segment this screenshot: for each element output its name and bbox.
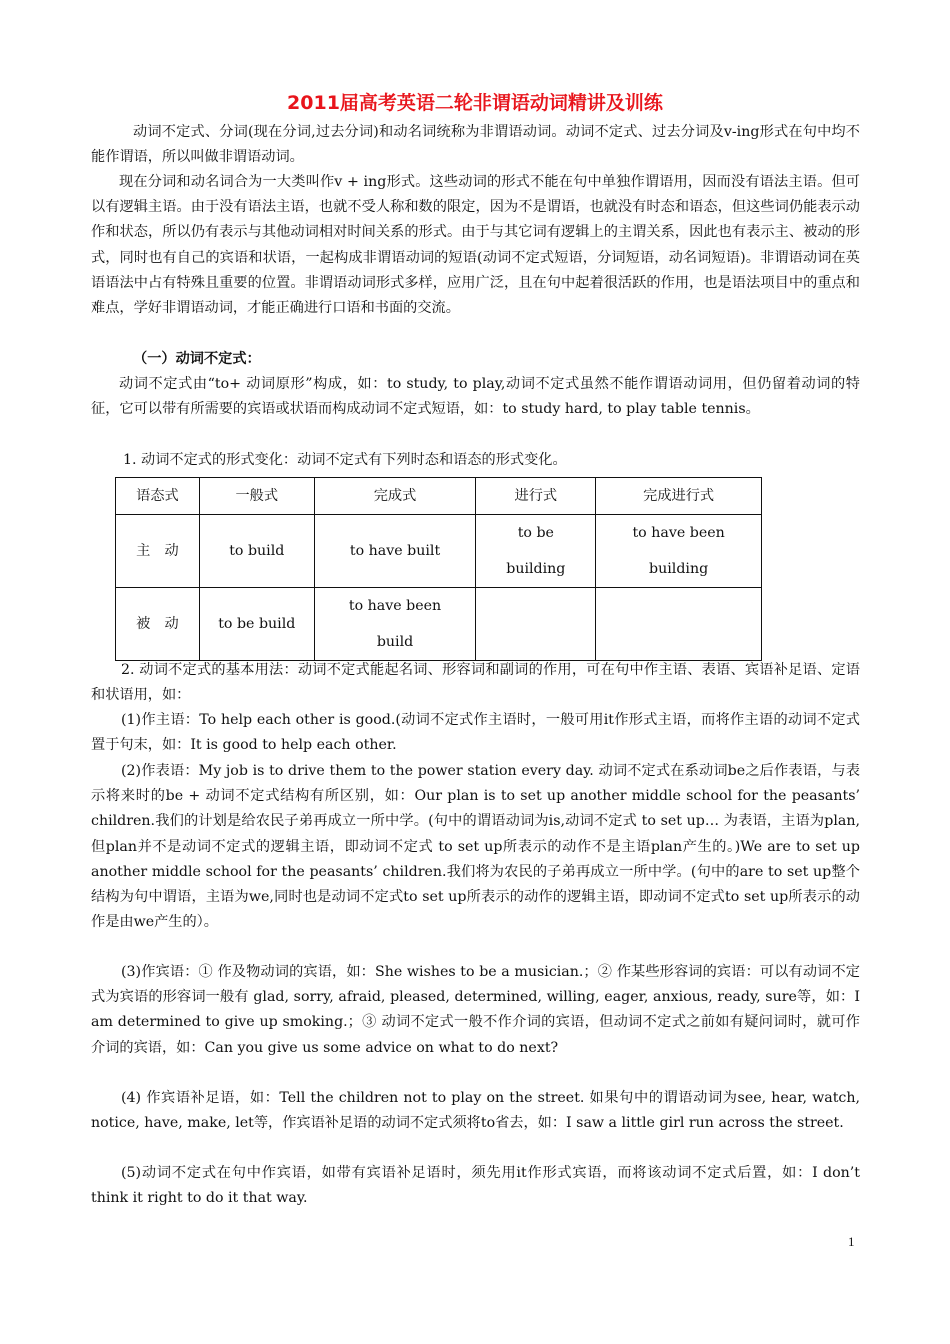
intro-paragraph-1: 动词不定式、分词(现在分词,过去分词)和动名词统称为非谓语动词。动词不定式、过去分词及v-ing形式在句中均不能作谓语，所以叫做非谓语动词。 — [91, 124, 860, 166]
table-row — [116, 515, 762, 588]
section-heading: （一）动词不定式： — [133, 351, 261, 367]
intro-paragraph-2: 现在分词和动名词合为一大类叫作v + ing形式。这些动词的形式不能在句中单独作谓语用，因而没有语法主语。但可以有逻辑主语。由于没有语法主语，也就不受人称和数的限定，因为不是谓语，也就没有时态和语态，但这些词仍能表示动作和状态，所以仍有表示与其他动词相对时间关系的形式。由于与其它词有逻辑上的主谓关系，因此也有表示主、被动的形式，同时也有自己的宾语和状语，一起构成非谓语动词的短语(动词不定式短语，分词短语，动名词短语)。非谓语动词在英语语法中占有特殊且重要的位置。非谓语动词形式多样，应用广泛，且在句中起着很活跃的作用，也是语法项目中的重点和难点，学好非谓语动词，才能正确进行口语和书面的交流。 — [91, 174, 860, 317]
table-row — [116, 588, 762, 661]
table-header-cell: 语态式 — [116, 478, 200, 515]
usage-subject: (1)作主语：To help each other is good.(动词不定式作主语时，一般可用it作形式主语，而将作主语的动词不定式置于句末，如：It is good to help each other. — [91, 712, 860, 754]
table-cell: to have built — [314, 515, 476, 588]
table-cell: to have been building — [596, 515, 762, 588]
usage-object: (3)作宾语：① 作及物动词的宾语，如：She wishes to be a musician.；② 作某些形容词的宾语：可以有动词不定式为宾语的形容词一般有 glad, sorry, afraid, pleased, determined, willing, eager, anxious, ready, sure等，如：I am determined to give up smoking.；③ 动词不定式一般不作介词的宾语，但动词不定式之前如有疑问词时，就可作介词的宾语，如：Can you give us some advice on what to do next? — [91, 964, 860, 1056]
document-title: 2011届高考英语二轮非谓语动词精讲及训练 — [287, 92, 663, 114]
infinitive-definition: 动词不定式由“to+ 动词原形”构成，如：to study, to play,动词不定式虽然不能作谓语动词用，但仍留着动词的特征，它可以带有所需要的宾语或状语而构成动词不定式短语，如：to study hard, to play table tennis。 — [91, 376, 860, 418]
table-cell — [476, 588, 596, 661]
table-header-cell: 完成式 — [314, 478, 476, 515]
list-item-2: 2. 动词不定式的基本用法：动词不定式能起名词、形容词和副词的作用，可在句中作主语、表语、宾语补足语、定语和状语用，如： — [91, 662, 860, 704]
infinitive-forms-table — [115, 477, 762, 661]
table-header-row — [116, 478, 762, 515]
table-cell: to be build — [199, 588, 314, 661]
table-cell: 主 动 — [116, 515, 200, 588]
table-cell: 被 动 — [116, 588, 200, 661]
table-cell: to be building — [476, 515, 596, 588]
usage-object-complement: (4) 作宾语补足语，如：Tell the children not to play on the street. 如果句中的谓语动词为see, hear, watch, notice, have, make, let等，作宾语补足语的动词不定式须将to省去，如：I saw a little girl run across the street. — [91, 1090, 860, 1132]
usage-formal-object: (5)动词不定式在句中作宾语，如带有宾语补足语时，须先用it作形式宾语，而将该动词不定式后置，如：I don’t think it right to do it that way. — [91, 1165, 860, 1207]
table-cell: to build — [199, 515, 314, 588]
table-cell: to have been build — [314, 588, 476, 661]
usage-predicative: (2)作表语：My job is to drive them to the power station every day. 动词不定式在系动词be之后作表语，与表示将来时的be + 动词不定式结构有所区别，如：Our plan is to set up another middle school for the peasants’ children.我们的计划是给农民子弟再成立一所中学。(句中的谓语动词为is,动词不定式 to set up… 为表语，主语为plan,但plan并不是动词不定式的逻辑主语，即动词不定式 to set up所表示的动作不是主语plan产生的。)We are to set up another middle school for the peasants’ children.我们将为农民的子弟再成立一所中学。(句中的are to set up整个结构为句中谓语，主语为we,同时也是动词不定式to set up所表示的动作的逻辑主语，即动词不定式to set up所表示的动作是由we产生的）。 — [91, 763, 860, 931]
table-header-cell: 进行式 — [476, 478, 596, 515]
table-cell — [596, 588, 762, 661]
table-header-cell: 一般式 — [199, 478, 314, 515]
list-item-1: 1. 动词不定式的形式变化：动词不定式有下列时态和语态的形式变化。 — [123, 452, 567, 468]
page-number: 1 — [848, 1234, 855, 1249]
table-header-cell: 完成进行式 — [596, 478, 762, 515]
